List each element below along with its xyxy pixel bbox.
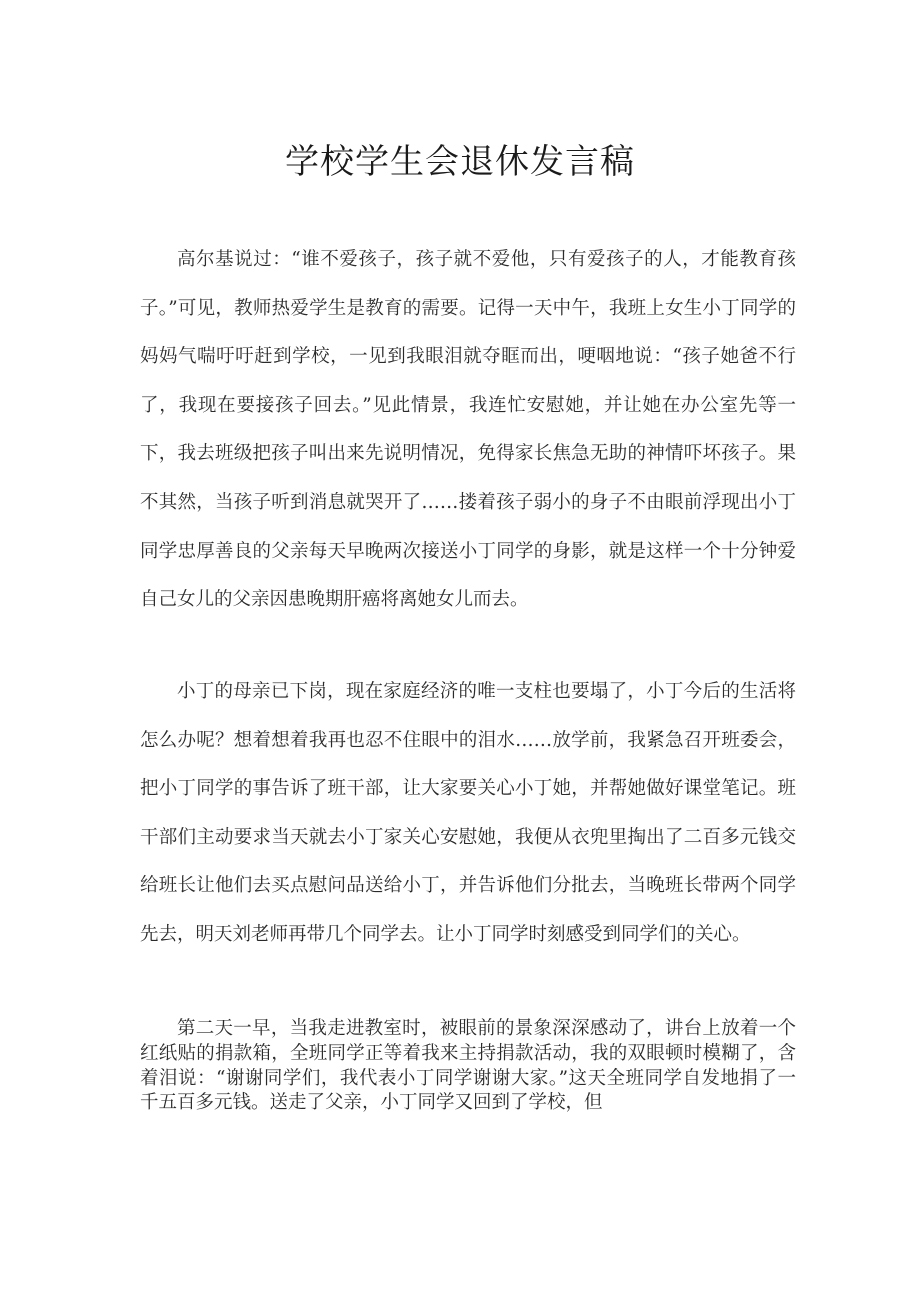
paragraph-3: 第二天一早，当我走进教室时，被眼前的景象深深感动了，讲台上放着一个红纸贴的捐款箱，全班同学正等着我来主持捐款活动，我的双眼顿时模糊了，含着泪说：“谢谢同学们，我代表小丁同学谢谢大家。”这天全班同学自发地捐了一千五百多元钱。送走了父亲，小丁同学又回到了学校，但 [140,1018,796,1114]
paragraph-1: 高尔基说过：“谁不爱孩子，孩子就不爱他，只有爱孩子的人，才能教育孩子。”可见，教师热爱学生是教育的需要。记得一天中午，我班上女生小丁同学的妈妈气喘吁吁赶到学校，一见到我眼泪就夺眶而出，哽咽地说：“孩子她爸不行了，我现在要接孩子回去。”见此情景，我连忙安慰她，并让她在办公室先等一下，我去班级把孩子叫出来先说明情况，免得家长焦急无助的神情吓坏孩子。果不其然，当孩子听到消息就哭开了……搂着孩子弱小的身子不由眼前浮现出小丁同学忠厚善良的父亲每天早晚两次接送小丁同学的身影，就是这样一个十分钟爱自己女儿的父亲因患晚期肝癌将离她女儿而去。 [140,249,796,611]
document-title: 学校学生会退休发言稿 [285,142,635,182]
paragraph-2: 小丁的母亲已下岗，现在家庭经济的唯一支柱也要塌了，小丁今后的生活将怎么办呢？想着想着我再也忍不住眼中的泪水……放学前，我紧急召开班委会，把小丁同学的事告诉了班干部，让大家要关心小丁她，并帮她做好课堂笔记。班干部们主动要求当天就去小丁家关心安慰她，我便从衣兜里掏出了二百多元钱交给班长让他们去买点慰问品送给小丁，并告诉他们分批去，当晚班长带两个同学先去，明天刘老师再带几个同学去。让小丁同学时刻感受到同学们的关心。 [140,681,796,945]
